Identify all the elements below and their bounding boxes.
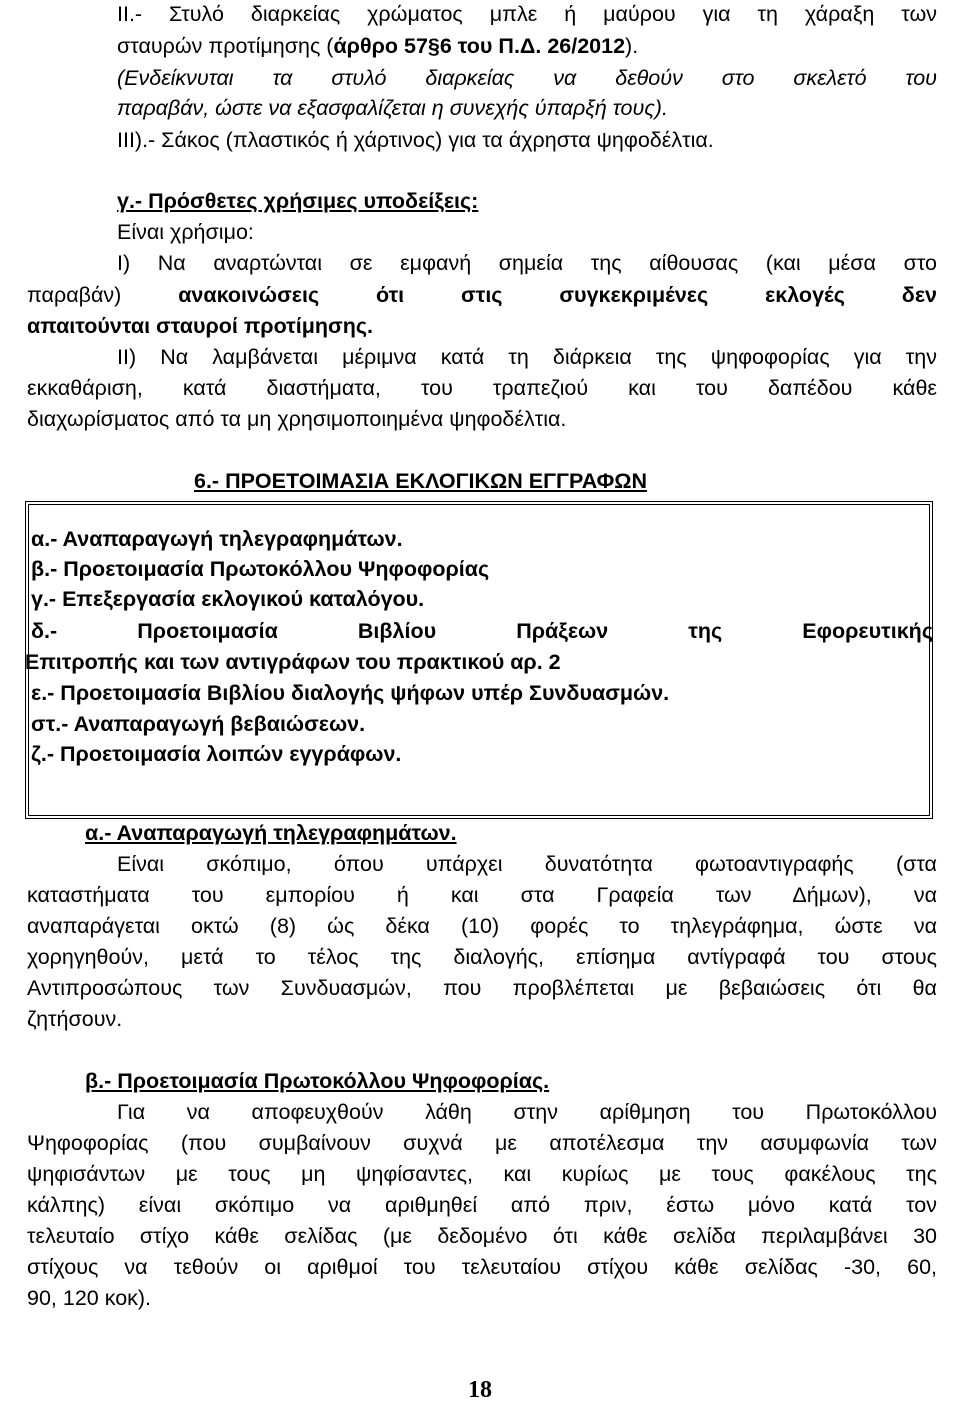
gamma-item-1-line-2: [27, 281, 937, 309]
note-line-1: (Ενδείκνυται τα στυλό διαρκείας να δεθούν στο σκελετό του: [117, 66, 937, 90]
beta-paragraph-line-6: στίχους να τεθούν οι αριθμοί του τελευταίου στίχου κάθε σελίδας -30, 60,: [27, 1255, 937, 1279]
section-6-contents-box: [25, 501, 933, 819]
beta-paragraph-line-3: ψηφισάντων με τους μη ψηφίσαντες, και κυρίως με τους φακέλους της: [27, 1162, 937, 1186]
gamma-item-2-line-3: διαχωρίσματος από τα μη χρησιμοποιημένα ψηφοδέλτια.: [27, 407, 567, 431]
item-ii-line-1: ΙΙ.- Στυλό διαρκείας χρώματος μπλε ή μαύρου για τη χάραξη των: [117, 2, 937, 26]
box-item-st: στ.- Αναπαραγωγή βεβαιώσεων.: [31, 712, 366, 736]
page-number: 18: [468, 1377, 492, 1403]
box-item-z: ζ.- Προετοιμασία λοιπών εγγράφων.: [31, 742, 402, 766]
item-ii-line-2-end: ).: [625, 34, 639, 58]
box-item-e: ε.- Προετοιμασία Βιβλίου διαλογής ψήφων υπέρ Συνδυασμών.: [31, 681, 670, 705]
section-alpha-heading: α.- Αναπαραγωγή τηλεγραφημάτων.: [85, 821, 457, 845]
section-beta-heading: β.- Προετοιμασία Πρωτοκόλλου Ψηφοφορίας.: [85, 1069, 550, 1093]
item-ii-line-2: [27, 32, 937, 60]
gamma-item-1-line-3: απαιτούνται σταυροί προτίμησης.: [27, 314, 373, 338]
box-item-d-line-1: δ.- Προετοιμασία Βιβλίου Πράξεων της Εφορευτικής: [31, 619, 933, 643]
alpha-paragraph-line-1: Είναι σκόπιμο, όπου υπάρχει δυνατότητα φωτοαντιγραφής (στα: [117, 852, 937, 876]
alpha-paragraph-line-4: χορηγηθούν, μετά το τέλος της διαλογής, επίσημα αντίγραφά του στους: [27, 945, 937, 969]
section-6-heading: 6.- ΠΡΟΕΤΟΙΜΑΣΙΑ ΕΚΛΟΓΙΚΩΝ ΕΓΓΡΑΦΩΝ: [194, 469, 648, 493]
box-item-c: γ.- Επεξεργασία εκλογικού καταλόγου.: [31, 587, 425, 611]
gamma-item-1-line-1: Ι) Να αναρτώνται σε εμφανή σημεία της αίθουσας (και μέσα στο: [117, 251, 937, 275]
box-item-d-line-2: Επιτροπής και των αντιγράφων του πρακτικού αρ. 2: [25, 650, 561, 674]
gamma-item-2-line-1: ΙΙ) Να λαμβάνεται μέριμνα κατά τη διάρκεια της ψηφοφορίας για την: [117, 345, 937, 369]
section-gamma-heading: γ.- Πρόσθετες χρήσιμες υποδείξεις:: [117, 189, 479, 213]
beta-paragraph-line-2: Ψηφοφορίας (που συμβαίνουν συχνά με αποτέλεσμα την ασυμφωνία των: [27, 1131, 937, 1155]
box-item-b: β.- Προετοιμασία Πρωτοκόλλου Ψηφοφορίας: [31, 557, 490, 581]
item-iii: ΙΙΙ).- Σάκος (πλαστικός ή χάρτινος) για τα άχρηστα ψηφοδέλτια.: [117, 128, 714, 152]
beta-paragraph-line-5: τελευταίο στίχο κάθε σελίδας (με δεδομένο ότι κάθε σελίδα περιλαμβάνει 30: [27, 1224, 937, 1248]
box-item-a: α.- Αναπαραγωγή τηλεγραφημάτων.: [31, 527, 403, 551]
alpha-paragraph-line-2: καταστήματα του εμπορίου ή και στα Γραφεία των Δήμων), να: [27, 883, 937, 907]
gamma-item-2-line-2: εκκαθάριση, κατά διαστήματα, του τραπεζιού και του δαπέδου κάθε: [27, 376, 937, 400]
item-ii-line-2-start: σταυρών προτίμησης (: [117, 34, 334, 58]
beta-paragraph-line-7: 90, 120 κοκ).: [27, 1286, 152, 1310]
gamma-item-1-line-2-start: παραβάν): [27, 283, 179, 307]
alpha-paragraph-line-3: αναπαράγεται οκτώ (8) ώς δέκα (10) φορές το τηλεγράφημα, ώστε να: [27, 914, 937, 938]
alpha-paragraph-line-6: ζητήσουν.: [27, 1007, 123, 1031]
gamma-item-1-emphasis: ανακοινώσεις ότι στις συγκεκριμένες εκλογές δεν: [178, 283, 937, 307]
section-gamma-intro: Είναι χρήσιμο:: [117, 220, 254, 244]
alpha-paragraph-line-5: Αντιπροσώπους των Συνδυασμών, που προβλέπεται με βεβαιώσεις ότι θα: [27, 976, 937, 1000]
beta-paragraph-line-1: Για να αποφευχθούν λάθη στην αρίθμηση του Πρωτοκόλλου: [117, 1100, 937, 1124]
beta-paragraph-line-4: κάλπης) είναι σκόπιμο να αριθμηθεί από πριν, έστω μόνο κατά τον: [27, 1193, 937, 1217]
note-line-2: παραβάν, ώστε να εξασφαλίζεται η συνεχής ύπαρξή τους).: [117, 96, 668, 120]
law-reference: άρθρο 57§6 του Π.Δ. 26/2012: [333, 34, 626, 58]
